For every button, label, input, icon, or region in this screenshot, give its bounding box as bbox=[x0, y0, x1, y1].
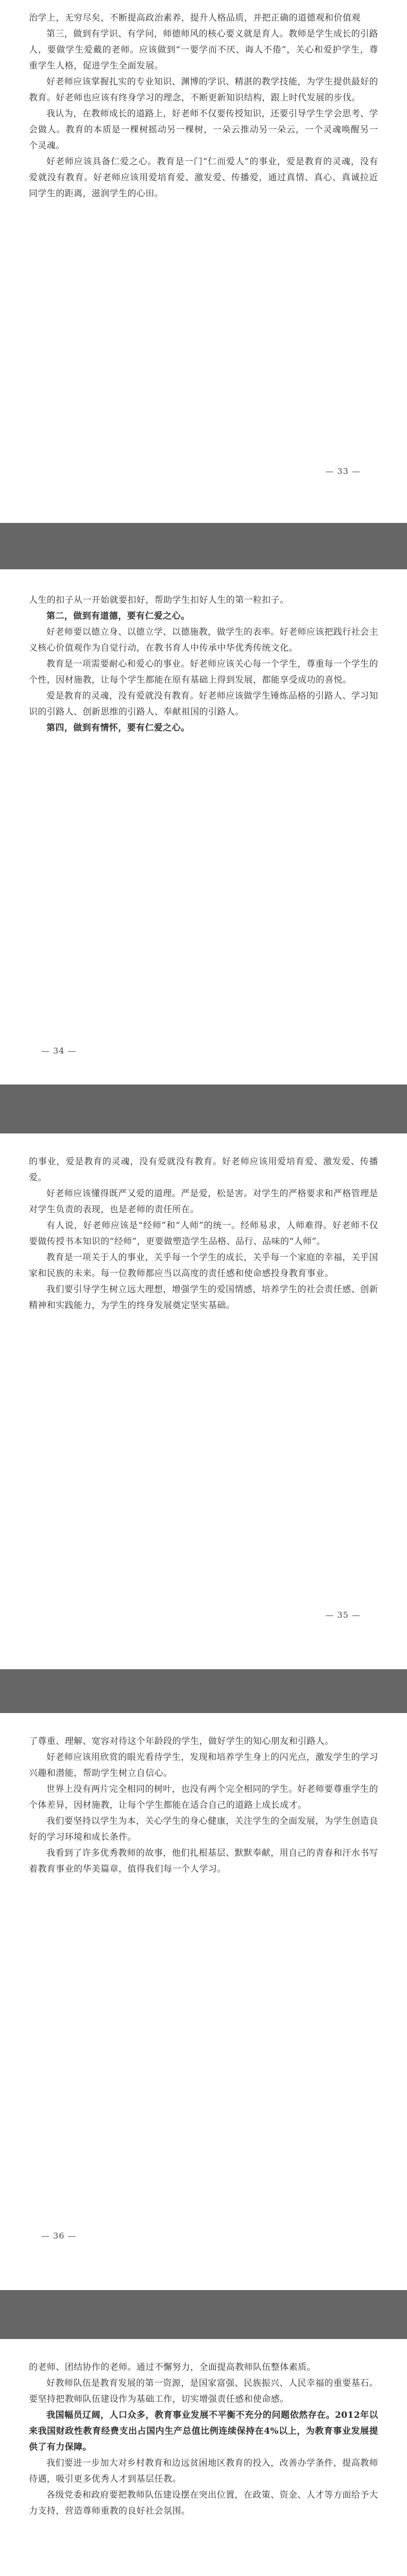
paragraph-bold: 我国幅员辽阔，人口众多，教育事业发展不平衡不充分的问题依然存在。2012年以来我国财政性教育经费支出占国内生产总值比例连续保持在4%以上，为教育事业发展提供了有力保障。 bbox=[29, 2410, 378, 2452]
document-page-3 bbox=[0, 1133, 407, 1669]
page-number: — 35 — bbox=[325, 1610, 361, 1620]
paragraph: 我看到了许多优秀教师的故事，他们扎根基层、默默奉献，用自己的青春和汗水书写着教育事业的华美篇章，值得我们每一个人学习。 bbox=[29, 1848, 378, 1874]
paragraph: 爱是教育的灵魂，没有爱就没有教育。好老师应该做学生锤炼品格的引路人、学习知识的引路人、创新思维的引路人、奉献祖国的引路人。 bbox=[29, 691, 378, 717]
paragraph: 我认为，在教师成长的道路上，好老师不仅要传授知识，还要引导学生学会思考、学会做人。教育的本质是一棵树摇动另一棵树，一朵云推动另一朵云，一个灵魂唤醒另一个灵魂。 bbox=[29, 109, 378, 151]
paragraph: 各级党委和政府要把教师队伍建设摆在突出位置，在政策、资金、人才等方面给予大力支持，营造尊师重教的良好社会氛围。 bbox=[29, 2490, 378, 2516]
page-separator bbox=[0, 1669, 407, 1713]
paragraph: 的老师、团结协作的老师。通过不懈努力，全面提高教师队伍整体素质。 bbox=[29, 2362, 316, 2372]
paragraph: 我们要进一步加大对乡村教育和边远贫困地区教育的投入，改善办学条件，提高教师待遇，吸引更多优秀人才到基层任教。 bbox=[29, 2458, 378, 2484]
paragraph: 有人说，好老师应该是“经师”和“人师”的统一。经师易求，人师难得。好老师不仅要做传授书本知识的“经师”，更要做塑造学生品格、品行、品味的“人师”。 bbox=[29, 1221, 378, 1247]
paragraph: 人生的扣子从一开始就要扣好，帮助学生扣好人生的第一粒扣子。 bbox=[29, 595, 289, 605]
paragraph: 第三，做到有学识、有学问，师德师风的核心要义就是育人。教师是学生成长的引路人，要做学生爱戴的老师。应该做到“一要学而不厌、诲人不倦”，关心和爱护学生，尊重学生人格，促进学生全面发展。 bbox=[29, 29, 378, 71]
page-separator bbox=[0, 1084, 407, 1133]
paragraph: 我们要引导学生树立远大理想，增强学生的爱国情感，培养学生的社会责任感、创新精神和实践能力，为学生的终身发展奠定坚实基础。 bbox=[29, 1284, 378, 1311]
paragraph: 好老师应该具备仁爱之心。教育是一门“仁而爱人”的事业，爱是教育的灵魂，没有爱就没有教育。好老师应该用爱培育爱、激发爱、传播爱，通过真情、真心、真诚拉近同学生的距离，滋润学生的心田。 bbox=[29, 157, 378, 199]
page-separator bbox=[0, 523, 407, 569]
document-page-2 bbox=[0, 569, 407, 1084]
page-number: — 34 — bbox=[41, 1046, 77, 1056]
paragraph: 我们要坚持以学生为本，关心学生的身心健康，关注学生的全面发展，为学生创造良好的学习环境和成长条件。 bbox=[29, 1816, 378, 1842]
paragraph: 好老师应该懂得既严又爱的道理。严是爱，松是害。对学生的严格要求和严格管理是对学生负责的表现，也是老师的责任所在。 bbox=[29, 1189, 378, 1215]
paragraph: 治学上，无穷尽矣，不断提高政治素养，提升人格品质，并把正确的道德观和价值观 bbox=[29, 13, 361, 23]
paragraph: 好教师队伍是教育发展的第一资源，是国家富强、民族振兴、人民幸福的重要基石。要坚持把教师队伍建设作为基础工作，切实增强责任感和使命感。 bbox=[29, 2378, 378, 2404]
paragraph: 的事业，爱是教育的灵魂，没有爱就没有教育。好老师应该用爱培育爱、激发爱、传播爱。 bbox=[29, 1157, 378, 1183]
document-page-1 bbox=[0, 0, 407, 523]
paragraph: 好老师要以德立身、以德立学、以德施教，做学生的表率。好老师应该把践行社会主义核心价值观作为自觉行动，在教书育人中传承中华优秀传统文化。 bbox=[29, 627, 378, 653]
section-heading: 第二，做到有道德，要有仁爱之心。 bbox=[46, 611, 190, 621]
paragraph: 教育是一项关于人的事业，关乎每一个学生的成长，关乎每一个家庭的幸福，关乎国家和民族的未来。每一位教师都应当以高度的责任感和使命感投身教育事业。 bbox=[29, 1252, 378, 1279]
page-number: — 33 — bbox=[325, 466, 361, 476]
paragraph: 世界上没有两片完全相同的树叶，也没有两个完全相同的学生。好老师要尊重学生的个体差异，因材施教，让每个学生都能在适合自己的道路上成长成才。 bbox=[29, 1784, 378, 1810]
paragraph: 教育是一项需要耐心和爱心的事业。好老师应该关心每一个学生，尊重每一个学生的个性，因材施教，让每个学生都能在原有基础上得到发展，都能享受成功的喜悦。 bbox=[29, 659, 378, 685]
paragraph: 好老师应该用欣赏的眼光看待学生，发现和培养学生身上的闪光点，激发学生的学习兴趣和潜能，帮助学生树立自信心。 bbox=[29, 1752, 378, 1778]
section-heading: 第四，做到有情怀，要有仁爱之心。 bbox=[46, 723, 190, 733]
page-separator bbox=[0, 2290, 407, 2339]
page-number: — 36 — bbox=[41, 2231, 77, 2241]
paragraph: 了尊重、理解、宽容对待这个年龄段的学生，做好学生的知心朋友和引路人。 bbox=[29, 1736, 334, 1747]
document-page-4 bbox=[0, 1713, 407, 2290]
document-page-5 bbox=[0, 2339, 407, 2576]
paragraph: 好老师应该掌握扎实的专业知识、渊博的学识、精湛的教学技能，为学生提供最好的教育。好老师也应该有终身学习的理念，不断更新知识结构，跟上时代发展的步伐。 bbox=[29, 77, 378, 103]
